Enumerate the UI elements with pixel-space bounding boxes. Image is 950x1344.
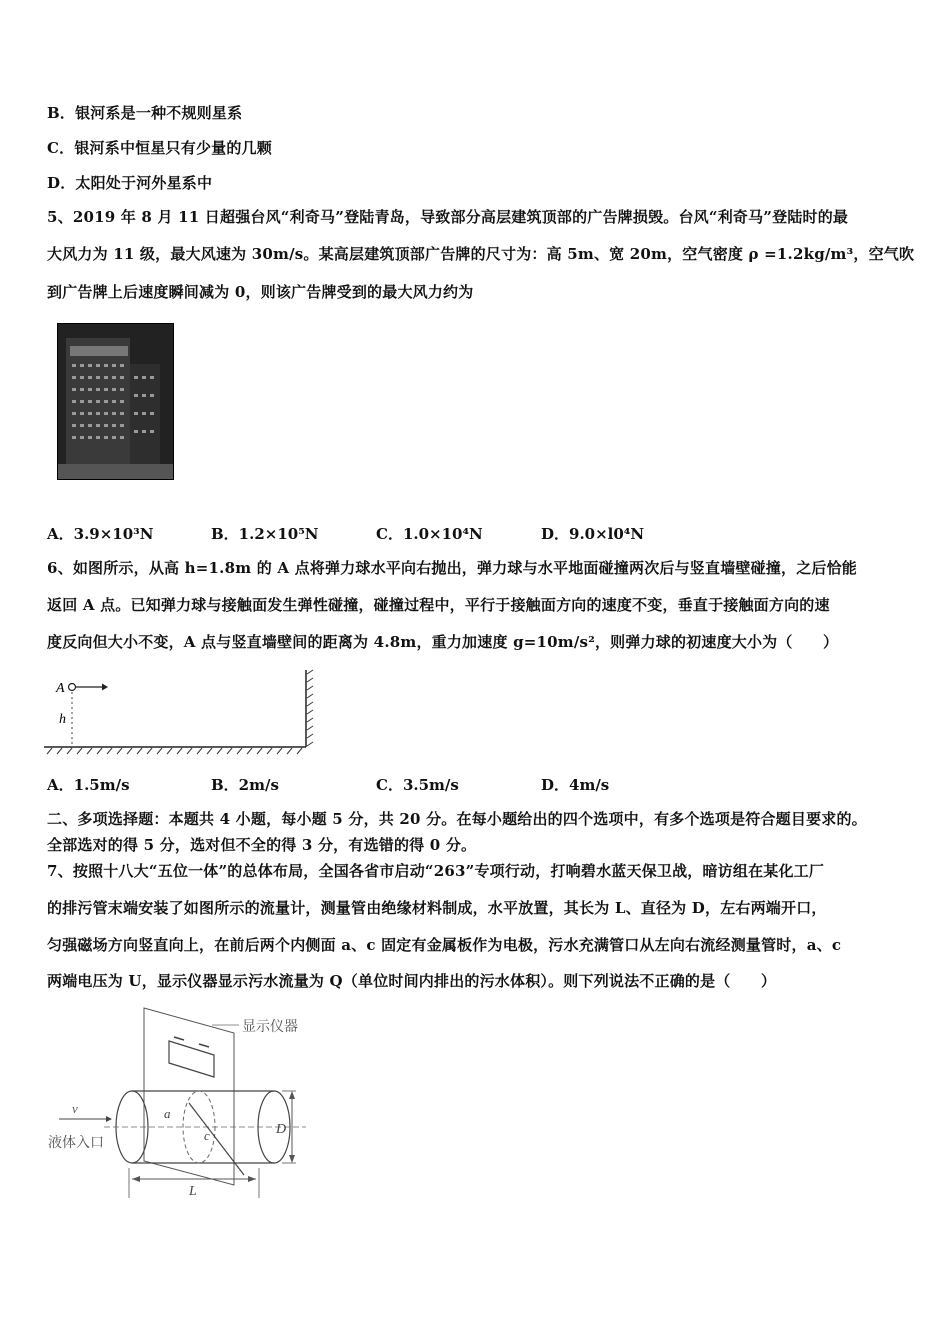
q5-stem-line1: 5、2019 年 8 月 11 日超强台风“利奇马”登陆青岛，导致部分高层建筑顶部的广告牌损毁。台风“利奇马”登陆时的最 [47,208,849,226]
q5-option-c: C．1.0×10⁴N [376,525,483,543]
q5-option-a: A．3.9×10³N [47,525,154,543]
label-c-electrode: c [204,1128,210,1143]
ball-point [69,684,76,691]
label-v: v [72,1101,78,1116]
q5-stem-line3: 到广告牌上后速度瞬间减为 0，则该广告牌受到的最大风力约为 [47,283,474,301]
q6-diagram [44,668,324,758]
q6-stem-line2: 返回 A 点。已知弹力球与接触面发生弹性碰撞，碰撞过程中，平行于接触面方向的速度不变，垂直于接触面方向的速 [47,596,830,614]
q6-option-b: B．2m/s [211,776,279,794]
label-l: L [189,1184,197,1199]
q6-option-a: A．1.5m/s [47,776,130,794]
q4-option-b: B．银河系是一种不规则星系 [47,104,243,122]
label-a-electrode: a [164,1106,171,1121]
q7-stem-line4: 两端电压为 U，显示仪器显示污水流量为 Q（单位时间内排出的污水体积）。则下列说法不正确的是（ ） [47,972,777,990]
q6-stem-line1: 6、如图所示，从高 h=1.8m 的 A 点将弹力球水平向右抛出，弹力球与水平地面碰撞两次后与竖直墙壁碰撞，之后恰能 [47,559,858,577]
section2-heading-line1: 二、多项选择题：本题共 4 小题，每小题 5 分，共 20 分。在每小题给出的四个选项中，有多个选项是符合题目要求的。 [47,810,867,828]
q5-option-b: B．1.2×10⁵N [211,525,319,543]
q7-stem-line1: 7、按照十八大“五位一体”的总体布局，全国各省市启动“263”专项行动，打响碧水蓝天保卫战，暗访组在某化工厂 [47,862,825,880]
q5-stem-line2: 大风力为 11 级，最大风速为 30m/s。某高层建筑顶部广告牌的尺寸为：高 5m、宽 20m，空气密度 ρ =1.2kg/m³，空气吹 [47,245,915,263]
q4-option-d: D．太阳处于河外星系中 [47,174,213,192]
label-h: h [59,712,66,727]
q6-stem-line3: 度反向但大小不变，A 点与竖直墙壁间的距离为 4.8m，重力加速度 g=10m/s²，则弹力球的初速度大小为（ ） [47,633,839,651]
q7-flowmeter-diagram [44,1003,314,1203]
inlet-label: 液体入口 [48,1136,104,1151]
label-d: D [276,1122,287,1137]
q4-option-c: C．银河系中恒星只有少量的几颗 [47,139,272,157]
section2-heading-line2: 全部选对的得 5 分，选对但不全的得 3 分，有选错的得 0 分。 [47,836,477,854]
q7-stem-line2: 的排污管末端安装了如图所示的流量计，测量管由绝缘材料制成，水平放置，其长为 L、直径为 D，左右两端开口， [47,899,827,917]
q6-option-c: C．3.5m/s [376,776,459,794]
display-label: 显示仪器 [242,1020,298,1035]
building-photo [57,323,174,480]
q5-option-d: D．9.0×l0⁴N [541,525,645,543]
label-a: A [56,681,65,696]
q6-option-d: D．4m/s [541,776,610,794]
q7-stem-line3: 匀强磁场方向竖直向上，在前后两个内侧面 a、c 固定有金属板作为电极，污水充满管口从左向右流经测量管时，a、c [47,936,842,954]
